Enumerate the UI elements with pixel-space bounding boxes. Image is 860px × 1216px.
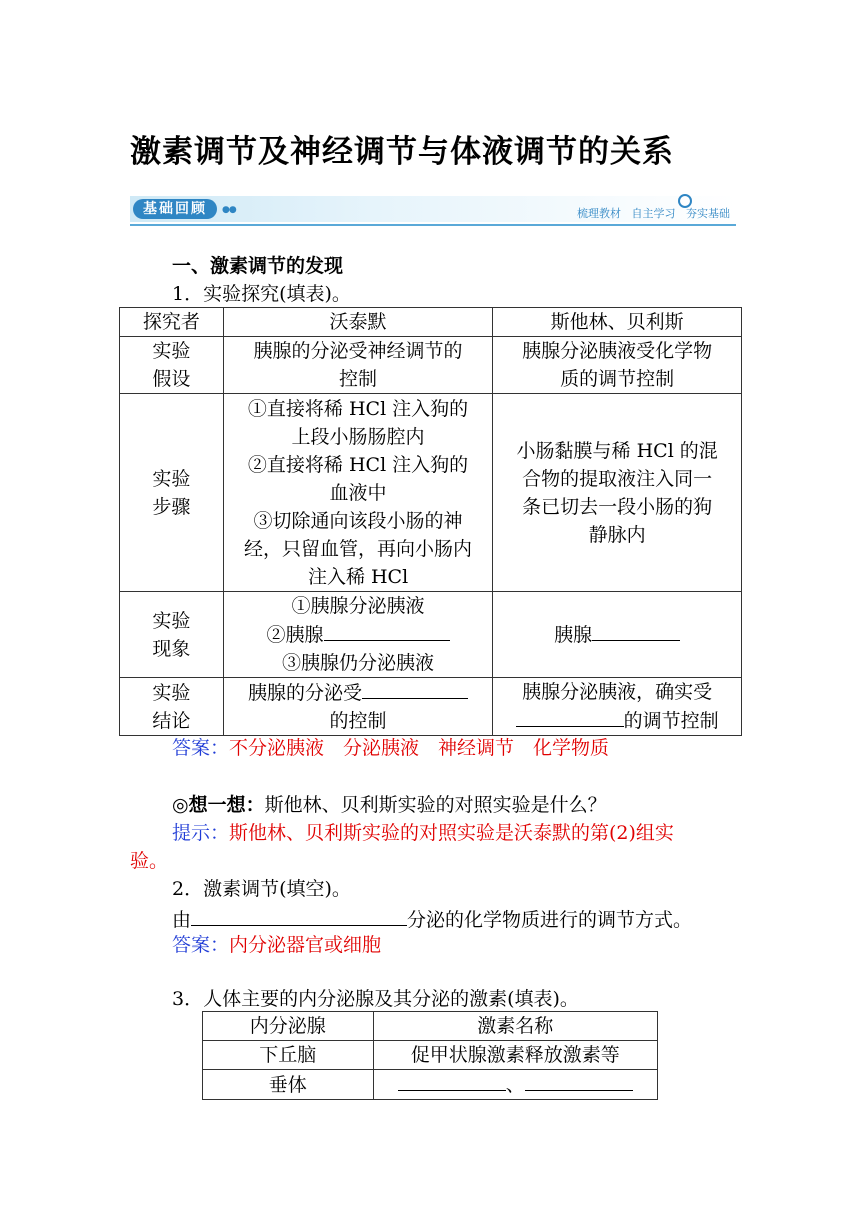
table-row xyxy=(120,592,742,678)
fill-blank xyxy=(525,1070,633,1091)
table-header-row xyxy=(203,1012,658,1041)
hint-label: 提示： xyxy=(172,822,230,844)
answer-label: 答案： xyxy=(172,737,230,759)
think-question xyxy=(172,793,607,817)
table-cell: 胰腺 xyxy=(493,592,742,678)
table-cell: 、 xyxy=(373,1070,657,1100)
hint-text: 斯他林、贝利斯实验的对照实验是沃泰默的第(2)组实 xyxy=(229,822,674,844)
table-row xyxy=(120,678,742,736)
fill-blank xyxy=(191,905,407,926)
table-cell: ①胰腺分泌胰液 ②胰腺 ③胰腺仍分泌胰液 xyxy=(223,592,493,678)
table-header: 探究者 xyxy=(120,308,224,337)
page-title: 激素调节及神经调节与体液调节的关系 xyxy=(130,134,674,170)
table-header-row xyxy=(120,308,742,337)
answer-1 xyxy=(172,736,609,760)
table-cell: 胰腺的分泌受 的控制 xyxy=(223,678,493,736)
item3-heading: 3．人体主要的内分泌腺及其分泌的激素(填表)。 xyxy=(172,988,579,1010)
banner-label: 基础回顾 xyxy=(133,199,217,219)
hint-line-2: 验。 xyxy=(130,850,169,872)
fill-blank xyxy=(592,620,680,641)
row-label: 实验 结论 xyxy=(120,678,224,736)
table-cell: 垂体 xyxy=(203,1070,374,1100)
fill-blank xyxy=(516,706,624,727)
row-label: 实验 假设 xyxy=(120,337,224,394)
think-text: 斯他林、贝利斯实验的对照实验是什么？ xyxy=(264,794,607,816)
table-cell: 下丘脑 xyxy=(203,1041,374,1070)
answer-text: 不分泌胰液 分泌胰液 神经调节 化学物质 xyxy=(229,737,610,759)
fill-blank xyxy=(362,678,468,699)
table-cell: 胰腺分泌胰液，确实受 的调节控制 xyxy=(493,678,742,736)
banner-underline xyxy=(130,224,736,226)
table-cell: 小肠黏膜与稀 HCl 的混 合物的提取液注入同一 条已切去一段小肠的狗 静脉内 xyxy=(493,394,742,592)
row-label: 实验 步骤 xyxy=(120,394,224,592)
answer-label: 答案： xyxy=(172,934,230,956)
table-cell: ①直接将稀 HCl 注入狗的 上段小肠肠腔内 ②直接将稀 HCl 注入狗的 血液中 ③切除通向该段小肠的神 经，只留血管，再向小肠内 注入稀 HCl xyxy=(223,394,493,592)
table-header: 内分泌腺 xyxy=(203,1012,374,1041)
think-label: ◎想一想： xyxy=(172,794,265,816)
fill-blank xyxy=(398,1070,506,1091)
row-label: 实验 现象 xyxy=(120,592,224,678)
banner-right-text: 梳理教材 自主学习 夯实基础 xyxy=(577,207,730,220)
section-banner xyxy=(130,196,736,226)
table-row xyxy=(203,1070,658,1100)
table-row xyxy=(120,337,742,394)
table-header: 激素名称 xyxy=(373,1012,657,1041)
table-cell: 促甲状腺激素释放激素等 xyxy=(373,1041,657,1070)
item2-sentence: 由 分泌的化学物质进行的调节方式。 xyxy=(172,905,692,932)
table-header: 斯他林、贝利斯 xyxy=(493,308,742,337)
hint-line-1 xyxy=(172,821,674,845)
table-header: 沃泰默 xyxy=(223,308,493,337)
answer-text: 内分泌器官或细胞 xyxy=(229,934,382,956)
banner-dots-icon: ●● xyxy=(222,205,236,215)
fill-blank xyxy=(324,620,450,641)
answer-2 xyxy=(172,933,381,957)
experiment-table xyxy=(119,307,742,736)
table-row xyxy=(120,394,742,592)
item2-heading: 2．激素调节(填空)。 xyxy=(172,878,351,900)
table-cell: 胰腺分泌胰液受化学物 质的调节控制 xyxy=(493,337,742,394)
table-row xyxy=(203,1041,658,1070)
gland-table xyxy=(202,1011,658,1100)
section-heading: 一、激素调节的发现 xyxy=(172,255,344,277)
item1-heading: 1．实验探究(填表)。 xyxy=(172,283,351,305)
table-cell: 胰腺的分泌受神经调节的 控制 xyxy=(223,337,493,394)
